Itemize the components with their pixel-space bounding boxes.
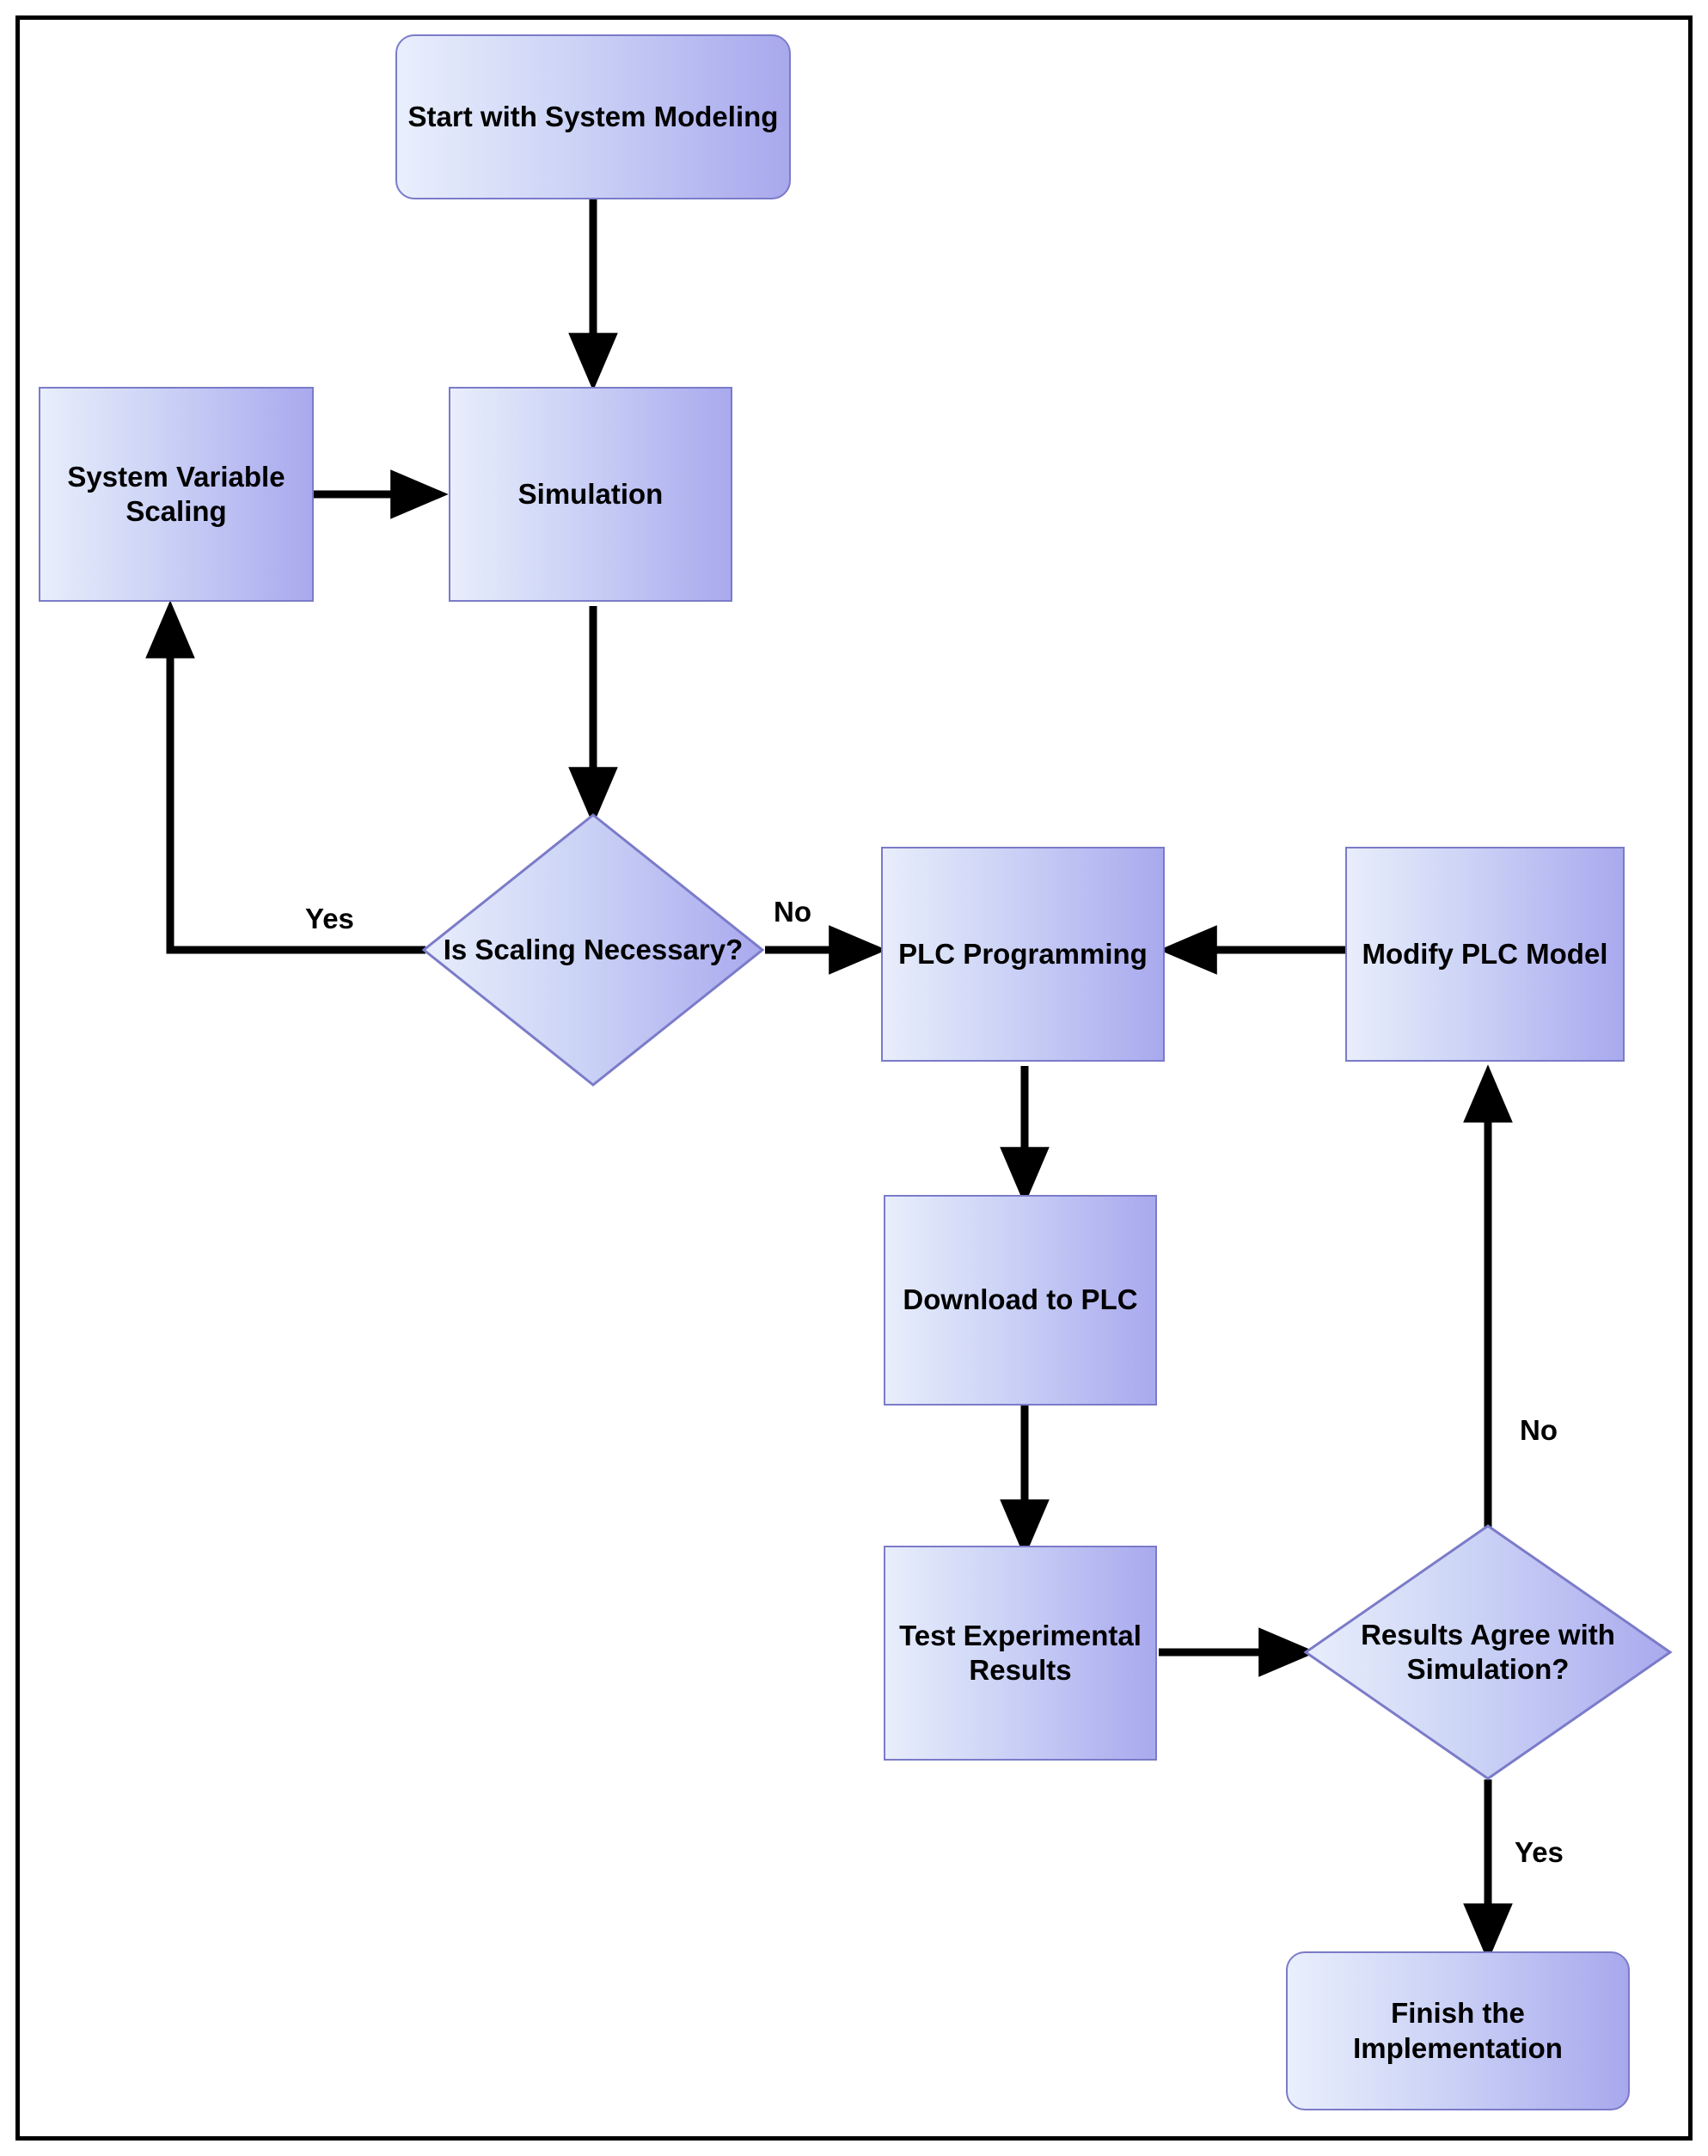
- node-download-to-plc-label: Download to PLC: [903, 1283, 1138, 1316]
- edge-decision-yes-to-scaling: [170, 610, 425, 950]
- edge-label-no-results: No: [1520, 1414, 1558, 1446]
- edge-label-yes-results: Yes: [1515, 1836, 1564, 1868]
- node-modify-plc-model-label: Modify PLC Model: [1362, 937, 1608, 970]
- node-simulation-label: Simulation: [517, 477, 664, 510]
- node-finish[interactable]: [1286, 1951, 1630, 2110]
- node-plc-programming-label: PLC Programming: [898, 937, 1148, 970]
- node-plc-programming[interactable]: [881, 847, 1165, 1062]
- node-results-agree-label: Results Agree with Simulation?: [1361, 1618, 1615, 1685]
- node-test-experimental-results[interactable]: [884, 1546, 1157, 1761]
- node-finish-label: Finish the Implementation: [1353, 1997, 1563, 2064]
- node-start-label: Start with System Modeling: [407, 100, 779, 132]
- edge-label-yes-scaling: Yes: [305, 903, 354, 934]
- node-simulation[interactable]: [449, 387, 732, 602]
- node-modify-plc-model[interactable]: [1345, 847, 1625, 1062]
- node-test-experimental-results-label: Test Experimental Results: [899, 1619, 1142, 1686]
- node-system-variable-scaling[interactable]: [39, 387, 314, 602]
- node-is-scaling-necessary-label: Is Scaling Necessary?: [443, 933, 744, 965]
- node-start[interactable]: [395, 34, 791, 199]
- node-results-agree[interactable]: [1303, 1523, 1673, 1781]
- node-download-to-plc[interactable]: [884, 1195, 1157, 1406]
- node-system-variable-scaling-label: System Variable Scaling: [67, 460, 285, 527]
- edge-label-no-scaling: No: [774, 896, 811, 928]
- node-is-scaling-necessary[interactable]: [421, 812, 765, 1087]
